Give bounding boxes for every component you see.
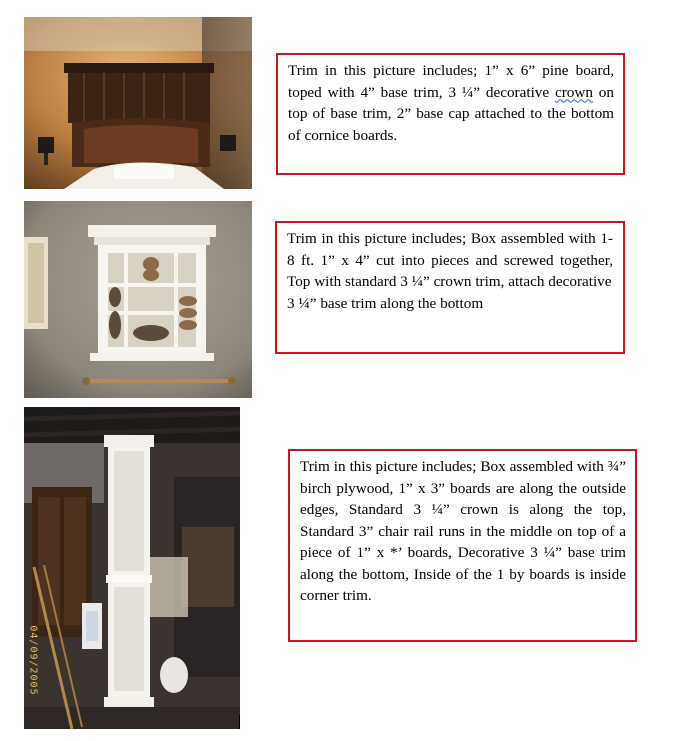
photo-column-wrap-image xyxy=(24,407,240,729)
caption-box-3 xyxy=(288,449,637,642)
caption-box-1 xyxy=(276,53,625,175)
caption-1-text xyxy=(288,60,614,146)
caption-3-text: Trim in this picture includes; Box assembled with ¾” birch plywood, 1” x 3” boards are along the outside edges, Standard 3 ¼” crown is along the top, Standard 3” chair rail runs in the middle on top of a piece of 1” x *’ boards, Decorative 3 ¼” base trim along the bottom, Inside of the 1 by boards is inside corner trim. xyxy=(300,458,626,604)
spellcheck-flagged-word: crown xyxy=(554,83,593,101)
photo-wall-shelf-image xyxy=(24,201,252,398)
photo-column-wrap xyxy=(24,407,240,729)
photo-date-stamp: 04/09/2005 xyxy=(27,625,39,696)
caption-1-text-part: on top of base trim, 2” base cap attached to the bottom of cornice boards. xyxy=(288,83,614,144)
photo-headboard-image xyxy=(24,17,252,189)
photo-headboard-cornice xyxy=(24,17,252,189)
caption-box-2 xyxy=(275,221,625,354)
caption-2-text: Trim in this picture includes; Box assembled with 1-8 ft. 1” x 4” cut into pieces and screwed together, Top with standard 3 ¼” crown trim, attach decorative xyxy=(287,230,613,290)
text-cursor-mark xyxy=(239,715,240,729)
caption-1-text-part: Trim in this picture includes; 1” x 6” pine board, toped with 4” base trim, 3 ¼” decorative xyxy=(288,62,614,101)
caption-2-text-line2: 3 ¼” base trim along the bottom xyxy=(287,294,484,312)
photo-wall-shelf xyxy=(24,201,252,398)
